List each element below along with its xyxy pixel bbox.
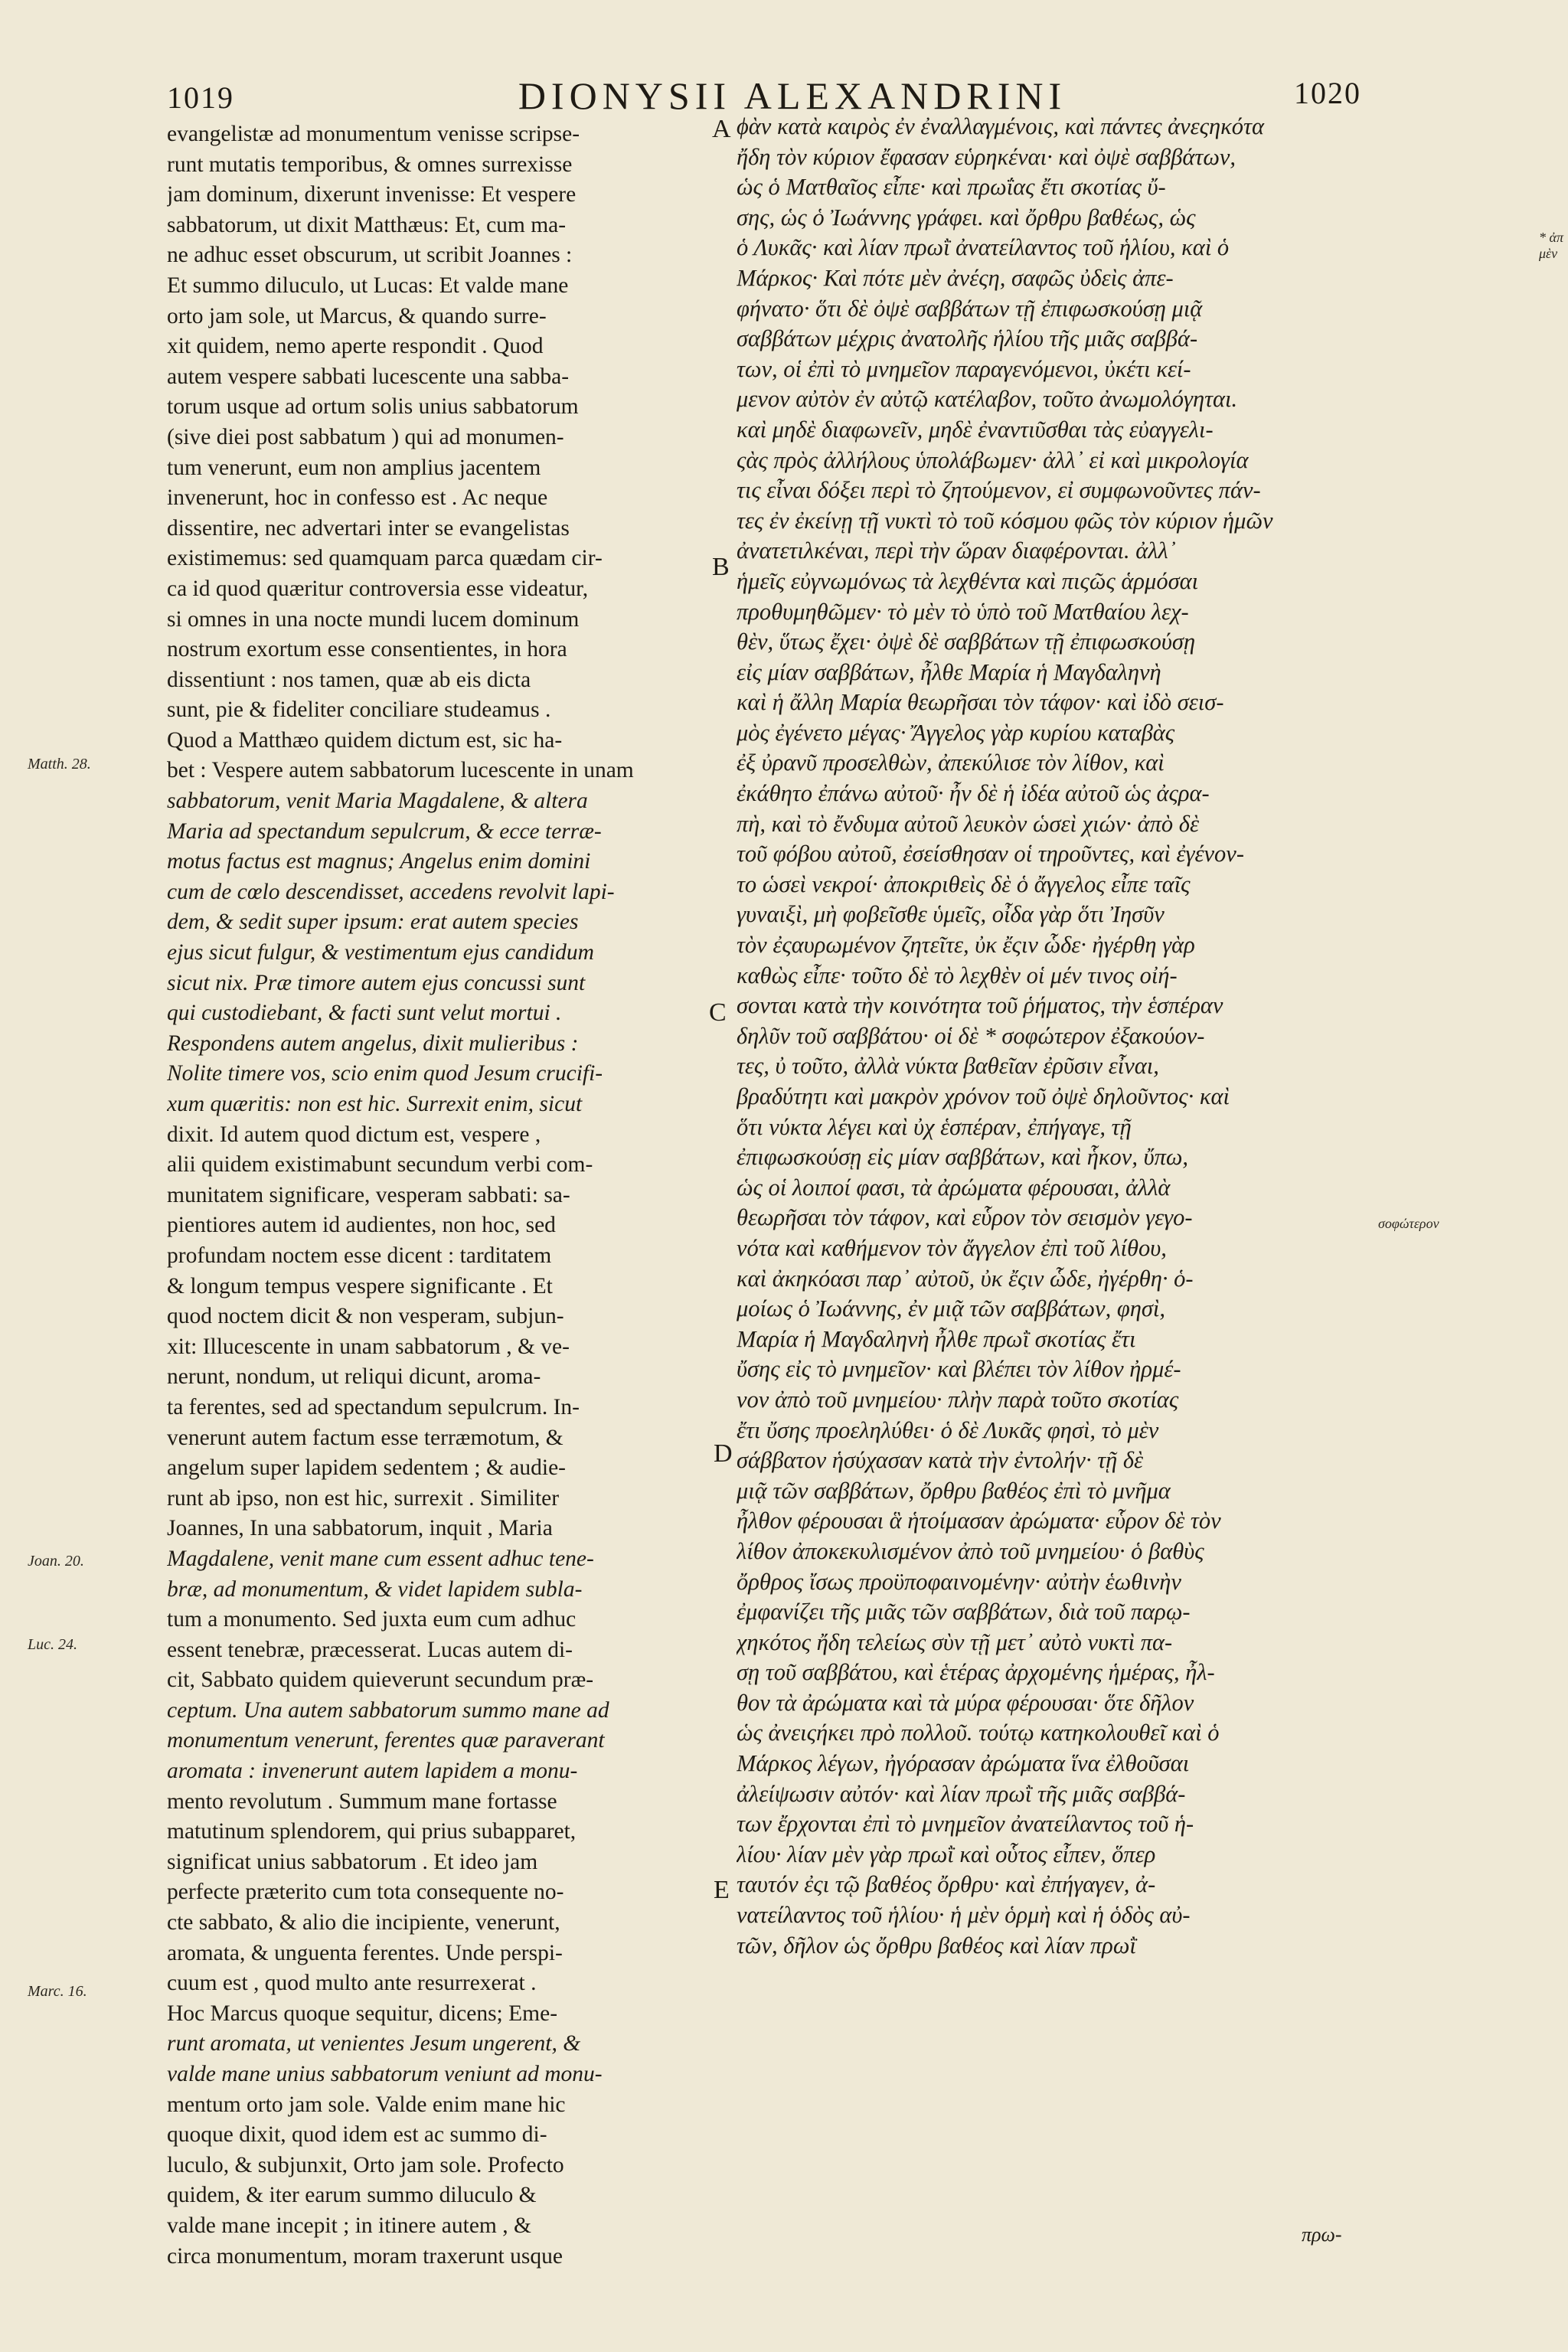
latin-line: xit quidem, nemo aperte respondit . Quod xyxy=(167,334,544,359)
greek-line: τες, ὐ τοῦτο, ἀλλὰ νύκτα βαθεῖαν ἐρῦσιν εἶναι, xyxy=(737,1053,1159,1080)
greek-line: σῃ τοῦ σαββάτου, καὶ ἑτέρας ἀρχομένης ἡμέρας, ἦλ- xyxy=(737,1659,1215,1686)
latin-line: alii quidem existimabunt secundum verbi com- xyxy=(167,1152,593,1178)
latin-line: tum venerunt, eum non amplius jacentem xyxy=(167,455,541,480)
margin-note-sophoteron: σοφώτερον xyxy=(1378,1216,1439,1231)
latin-line: existimemus: sed quamquam parca quædam cir- xyxy=(167,546,603,571)
latin-line: quod noctem dicit & non vesperam, subjun- xyxy=(167,1304,564,1329)
catchword: πρω- xyxy=(1302,2223,1342,2246)
greek-line: ὔσης εἰς τὸ μνημεῖον· καὶ βλέπει τὸν λίθον ἠρμέ- xyxy=(737,1356,1181,1383)
latin-line: Hoc Marcus quoque sequitur, dicens; Eme- xyxy=(167,2001,558,2026)
latin-line: sicut nix. Præ timore autem ejus concussi sunt xyxy=(167,970,586,995)
section-letter-b: B xyxy=(712,553,730,581)
latin-line: dissentire, nec advertari inter se evangelistas xyxy=(167,515,570,541)
latin-line: valde mane unius sabbatorum veniunt ad monu- xyxy=(167,2062,603,2086)
latin-line: autem vespere sabbati lucescente una sabba- xyxy=(167,364,570,389)
greek-line: ὅτι νύκτα λέγει καὶ ὐχ ἑσπέραν, ἐπήγαγε, τῇ xyxy=(737,1113,1132,1140)
latin-line: aromata, & unguenta ferentes. Unde perspi- xyxy=(167,1940,563,1965)
latin-line: aromata : invenerunt autem lapidem a monu- xyxy=(167,1759,578,1784)
greek-line: δηλῦν τοῦ σαββάτου· οἱ δὲ * σοφώτερον ἐξακούον- xyxy=(737,1022,1205,1049)
section-letter-a: A xyxy=(712,115,731,143)
latin-line: cuum est , quod multo ante resurrexerat . xyxy=(167,1971,537,1996)
greek-line: σονται κατὰ τὴν κοινότητα τοῦ ῥήματος, τὴν ἑσπέραν xyxy=(737,992,1223,1019)
greek-line: θον τὰ ἀρώματα καὶ τὰ μύρα φέρουσαι· ὅτε δῆλον xyxy=(737,1689,1194,1716)
greek-line: γυναιξὶ, μὴ φοβεῖσθε ὑμεῖς, οἶδα γὰρ ὅτι Ἰησῦν xyxy=(737,901,1165,928)
greek-line: λίου· λίαν μὲν γὰρ πρωῒ καὶ οὗτος εἶπεν, ὅπερ xyxy=(737,1841,1156,1867)
greek-line: ἀλείψωσιν αὐτόν· καὶ λίαν πρωῒ τῆς μιᾶς σαββά- xyxy=(737,1780,1186,1807)
greek-line: ἦλθον φέρουσαι ἃ ἡτοίμασαν ἀρώματα· εὗρον δὲ τὸν xyxy=(737,1508,1221,1534)
latin-line: ceptum. Una autem sabbatorum summo mane ad xyxy=(167,1697,609,1723)
latin-line: bet : Vespere autem sabbatorum lucescente in unam xyxy=(167,758,634,783)
latin-line: Respondens autem angelus, dixit mulieribus : xyxy=(167,1031,579,1056)
latin-line: quidem, & iter earum summo diluculo & xyxy=(167,2183,537,2208)
greek-line: σαββάτων μέχρις ἀνατολῆς ἡλίου τῆς μιᾶς σαββά- xyxy=(737,325,1198,352)
greek-line: ὄρθρος ἴσως προϋποφαινομένην· αὐτὴν ἑωθινὴν xyxy=(737,1568,1181,1595)
right-page-number: 1020 xyxy=(1294,76,1361,110)
latin-line: monumentum venerunt, ferentes quæ paraverant xyxy=(167,1728,605,1753)
greek-line: νον ἀπὸ τοῦ μνημείου· πλὴν παρὰ τοῦτο σκοτίας xyxy=(737,1386,1179,1413)
greek-line: Μάρκος· Καὶ πότε μὲν ἀνέςη, σαφῶς ὐδεὶς ἀπε- xyxy=(737,264,1174,291)
latin-line: Maria ad spectandum sepulcrum, & ecce terræ- xyxy=(167,818,602,844)
section-letter-e: E xyxy=(714,1876,730,1904)
greek-line: ταυτόν ἐςι τῷ βαθέος ὄρθρυ· καὶ ἐπήγαγεν, ἀ- xyxy=(737,1871,1156,1898)
latin-line: ta ferentes, sed ad spectandum sepulcrum. In- xyxy=(167,1394,580,1419)
left-page-number: 1019 xyxy=(167,80,234,115)
margin-ref-luke: Luc. 24. xyxy=(28,1636,77,1653)
greek-line: τὸν ἐςαυρωμένον ζητεῖτε, ὐκ ἔςιν ὧδε· ἠγέρθη γὰρ xyxy=(737,932,1195,959)
latin-line: runt ab ipso, non est hic, surrexit . Similiter xyxy=(167,1485,560,1511)
greek-column xyxy=(737,112,1364,1961)
latin-line: nostrum exortum esse consentientes, in hora xyxy=(167,637,567,662)
latin-line: venerunt autem factum esse terræmotum, & xyxy=(167,1425,564,1450)
greek-line: ἤδη τὸν κύριον ἔφασαν εὑρηκέναι· καὶ ὀψὲ σαββάτων, xyxy=(737,143,1236,170)
greek-line: χηκότος ἤδη τελείως σὺν τῇ μετ᾽ αὐτὸ νυκτὶ πα- xyxy=(737,1628,1173,1655)
latin-line: dissentiunt : nos tamen, quæ ab eis dicta xyxy=(167,667,531,692)
greek-line: τες ἐν ἐκείνῃ τῇ νυκτὶ τὸ τοῦ κόσμου φῶς τὸν κύριον ἡμῶν xyxy=(737,507,1273,534)
latin-line: dixit. Id autem quod dictum est, vespere , xyxy=(167,1122,541,1147)
latin-line: significat unius sabbatorum . Et ideo jam xyxy=(167,1849,538,1874)
latin-line: nerunt, nondum, ut reliqui dicunt, aroma- xyxy=(167,1364,541,1390)
margin-note-edge: * ἀπ μὲν xyxy=(1539,230,1563,261)
greek-line: μὸς ἐγένετο μέγας· Ἄγγελος γὰρ κυρίου καταβὰς xyxy=(737,719,1175,746)
greek-line: λίθον ἀποκεκυλισμένον ἀπὸ τοῦ μνημείου· ὁ βαθὺς xyxy=(737,1537,1204,1564)
margin-ref-mark: Marc. 16. xyxy=(28,1983,87,2000)
latin-line: mento revolutum . Summum mane fortasse xyxy=(167,1788,557,1814)
greek-line: θὲν, ὕτως ἔχει· ὀψὲ δὲ σαββάτων τῇ ἐπιφωσκούσῃ xyxy=(737,629,1196,655)
latin-line: qui custodiebant, & facti sunt velut mortui . xyxy=(167,1001,562,1026)
greek-line: θεωρῆσαι τὸν τάφον, καὶ εὗρον τὸν σεισμὸν γεγο- xyxy=(737,1204,1193,1231)
latin-line: Magdalene, venit mane cum essent adhuc tene- xyxy=(167,1546,594,1571)
latin-line: ejus sicut fulgur, & vestimentum ejus candidum xyxy=(167,940,594,965)
greek-line: πὴ, καὶ τὸ ἔνδυμα αὐτοῦ λευκὸν ὡσεὶ χιών· ἀπὸ δὲ xyxy=(737,810,1199,837)
greek-line: νατείλαντος τοῦ ἡλίου· ἡ μὲν ὁρμὴ καὶ ἡ ὁδὸς αὐ- xyxy=(737,1902,1191,1929)
greek-line: καὶ ἀκηκόασι παρ᾽ αὐτοῦ, ὐκ ἔςιν ὧδε, ἠγέρθη· ὁ- xyxy=(737,1265,1194,1292)
latin-line: evangelistæ ad monumentum venisse scripse- xyxy=(167,122,580,146)
greek-line: προθυμηθῶμεν· τὸ μὲν τὸ ὑπὸ τοῦ Ματθαίου λεχ- xyxy=(737,598,1189,625)
latin-line: Nolite timere vos, scio enim quod Jesum crucifi- xyxy=(167,1061,603,1086)
greek-line: νότα καὶ καθήμενον τὸν ἄγγελον ἐπὶ τοῦ λίθου, xyxy=(737,1234,1167,1261)
latin-line: invenerunt, hoc in confesso est . Ac neque xyxy=(167,485,548,511)
latin-line: motus factus est magnus; Angelus enim domini xyxy=(167,849,591,874)
latin-line: profundam noctem esse dicent : tarditatem xyxy=(167,1243,552,1268)
greek-line: Μαρία ἡ Μαγδαληνὴ ἦλθε πρωῒ σκοτίας ἔτι xyxy=(737,1325,1136,1352)
latin-line: & longum tempus vespere significante . Et xyxy=(167,1273,553,1298)
latin-line: sabbatorum, venit Maria Magdalene, & altera xyxy=(167,789,588,814)
greek-line: ἐξ ὐρανῦ προσελθὼν, ἀπεκύλισε τὸν λίθον, καὶ xyxy=(737,750,1165,776)
running-title: DIONYSII ALEXANDRINI xyxy=(518,74,1067,117)
greek-line: των, οἱ ἐπὶ τὸ μνημεῖον παραγενόμενοι, ὐκέτι κεί- xyxy=(737,355,1191,382)
latin-line: cte sabbato, & alio die incipiente, venerunt, xyxy=(167,1910,560,1936)
latin-line: tum a monumento. Sed juxta eum cum adhuc xyxy=(167,1607,577,1632)
greek-line: εἰς μίαν σαββάτων, ἦλθε Μαρία ἡ Μαγδαληνὴ xyxy=(737,658,1161,685)
greek-line: μοίως ὁ Ἰωάννης, ἐν μιᾷ τῶν σαββάτων, φησὶ, xyxy=(737,1295,1165,1322)
latin-line: Joannes, In una sabbatorum, inquit , Maria xyxy=(167,1516,553,1541)
greek-line: ϕὰν κατὰ καιρὸς ἐν ἐναλλαγμένοις, καὶ πάντες ἀνεςηκότα xyxy=(737,113,1264,139)
latin-line: si omnes in una nocte mundi lucem dominum xyxy=(167,606,580,632)
greek-line: φήνατο· ὅτι δὲ ὀψὲ σαββάτων τῇ ἐπιφωσκούσῃ μιᾷ xyxy=(737,295,1203,322)
latin-line: perfecte præterito cum tota consequente no- xyxy=(167,1880,564,1905)
latin-line: orto jam sole, ut Marcus, & quando surre- xyxy=(167,303,547,328)
latin-line: Et summo diluculo, ut Lucas: Et valde mane xyxy=(167,273,569,298)
latin-line: xit: Illucescente in unam sabbatorum , & ve- xyxy=(167,1334,570,1359)
latin-line: sunt, pie & fideliter conciliare studeamus . xyxy=(167,697,551,723)
latin-line: munitatem significare, vesperam sabbati: sa- xyxy=(167,1182,570,1207)
latin-line: quoque dixit, quod idem est ac summo di- xyxy=(167,2122,547,2148)
greek-line: τις εἶναι δόξει περὶ τὸ ζητούμενον, εἰ συμφωνοῦντες πάν- xyxy=(737,477,1261,504)
greek-line: τοῦ φόβου αὐτοῦ, ἐσείσθησαν οἱ τηροῦντες, καὶ ἐγένον- xyxy=(737,841,1244,867)
greek-line: ἐπιφωσκούσῃ εἰς μίαν σαββάτων, καὶ ἧκον, ὔπω, xyxy=(737,1144,1189,1171)
greek-line: Μάρκος λέγων, ἠγόρασαν ἀρώματα ἵνα ἐλθοῦσαι xyxy=(737,1750,1190,1777)
greek-line: το ὡσεὶ νεκροί· ἀποκριθεὶς δὲ ὁ ἄγγελος εἶπε ταῖς xyxy=(737,871,1191,897)
latin-line: essent tenebræ, præcesserat. Lucas autem di- xyxy=(167,1637,573,1662)
latin-line: runt aromata, ut venientes Jesum ungerent, & xyxy=(167,2031,581,2056)
latin-column xyxy=(167,119,712,2272)
section-letter-d: D xyxy=(714,1439,733,1468)
greek-line: ἀνατετιλκέναι, περὶ τὴν ὥραν διαφέρονται. ἀλλ᾽ xyxy=(737,537,1176,564)
greek-line: τῶν, δῆλον ὡς ὄρθρυ βαθέος καὶ λίαν πρωῒ xyxy=(737,1932,1136,1958)
margin-ref-john: Joan. 20. xyxy=(28,1553,84,1570)
latin-line: ne adhuc esset obscurum, ut scribit Joannes : xyxy=(167,243,573,268)
greek-line: σάββατον ἡσύχασαν κατὰ τὴν ἐντολήν· τῇ δὲ xyxy=(737,1447,1144,1474)
latin-line: matutinum splendorem, qui prius subapparet, xyxy=(167,1819,577,1844)
greek-line: μενον αὐτὸν ἐν αὐτῷ κατέλαβον, τοῦτο ἀνωμολόγηται. xyxy=(737,386,1238,413)
latin-line: Quod a Matthæo quidem dictum est, sic ha- xyxy=(167,727,563,753)
greek-line: ἔτι ὔσης προεληλύθει· ὁ δὲ Λυκᾶς φησὶ, τὸ μὲν xyxy=(737,1416,1159,1443)
latin-line: cum de cœlo descendisset, accedens revolvit lapi- xyxy=(167,879,615,904)
latin-line: torum usque ad ortum solis unius sabbatorum xyxy=(167,394,579,420)
section-letter-c: C xyxy=(709,998,727,1027)
latin-line: jam dominum, dixerunt invenisse: Et vespere xyxy=(167,182,577,207)
greek-line: βραδύτητι καὶ μακρὸν χρόνον τοῦ ὀψὲ δηλοῦντος· καὶ xyxy=(737,1083,1230,1109)
greek-line: ὡς ὁ Ματθαῖος εἶπε· καὶ πρωΐας ἔτι σκοτίας ὔ- xyxy=(737,174,1166,201)
latin-line: mentum orto jam sole. Valde enim mane hic xyxy=(167,2092,566,2117)
latin-line: valde mane incepit ; in itinere autem , & xyxy=(167,2213,531,2238)
latin-line: ca id quod quæritur controversia esse videatur, xyxy=(167,576,589,601)
latin-line: (sive diei post sabbatum ) qui ad monumen- xyxy=(167,424,564,449)
latin-line: dem, & sedit super ipsum: erat autem species xyxy=(167,910,579,935)
latin-line: luculo, & subjunxit, Orto jam sole. Profecto xyxy=(167,2152,564,2177)
latin-line: circa monumentum, moram traxerunt usque xyxy=(167,2243,563,2269)
greek-line: καὶ ἡ ἄλλη Μαρία θεωρῆσαι τὸν τάφον· καὶ ἰδὸ σεισ- xyxy=(737,689,1224,716)
greek-line: ἐμφανίζει τῆς μιᾶς τῶν σαββάτων, διὰ τοῦ παρῳ- xyxy=(737,1599,1191,1625)
latin-line: sabbatorum, ut dixit Matthæus: Et, cum ma- xyxy=(167,212,567,237)
greek-line: ὁ Λυκᾶς· καὶ λίαν πρωῒ ἀνατείλαντος τοῦ ἡλίου, καὶ ὁ xyxy=(737,234,1230,261)
greek-line: καθὼς εἶπε· τοῦτο δὲ τὸ λεχθὲν οἱ μέν τινος οἰή- xyxy=(737,962,1178,988)
latin-line: bræ, ad monumentum, & videt lapidem sublа- xyxy=(167,1576,583,1602)
latin-line: xum quæritis: non est hic. Surrexit enim, sicut xyxy=(167,1092,583,1116)
greek-line: καὶ μηδὲ διαφωνεῖν, μηδὲ ἐναντιῦσθαι τὰς εὐαγγελι- xyxy=(737,416,1214,443)
greek-line: ὡς ἀνειςήκει πρὸ πολλοῦ. τούτῳ κατηκολουθεῖ καὶ ὁ xyxy=(737,1720,1220,1746)
greek-line: ἡμεῖς εὐγνωμόνως τὰ λεχθέντα καὶ πιςῶς ἁρμόσαι xyxy=(737,567,1199,594)
latin-line: runt mutatis temporibus, & omnes surrexisse xyxy=(167,152,573,177)
greek-line: ὡς οἱ λοιποί φασι, τὰ ἀρώματα φέρουσαι, ἀλλὰ xyxy=(737,1174,1171,1200)
latin-line: cit, Sabbato quidem quieverunt secundum præ- xyxy=(167,1668,594,1693)
greek-line: ςὰς πρὸς ἀλλήλους ὑπολάβωμεν· ἀλλ᾽ εἰ καὶ μικρολογία xyxy=(737,446,1249,473)
latin-line: angelum super lapidem sedentem ; & audie- xyxy=(167,1455,567,1481)
greek-line: σης, ὡς ὁ Ἰωάννης γράφει. καὶ ὄρθρυ βαθέως, ὡς xyxy=(737,204,1196,230)
greek-line: μιᾷ τῶν σαββάτων, ὄρθρυ βαθέος ἐπὶ τὸ μνῆμα xyxy=(737,1477,1171,1504)
latin-line: pientiores autem id audientes, non hoc, sed xyxy=(167,1213,556,1238)
greek-line: των ἔρχονται ἐπὶ τὸ μνημεῖον ἀνατείλαντος τοῦ ἡ- xyxy=(737,1811,1194,1838)
margin-ref-matthew: Matth. 28. xyxy=(28,756,91,773)
greek-line: ἐκάθητο ἐπάνω αὐτοῦ· ἦν δὲ ἡ ἰδέα αὐτοῦ ὡς ἀςρα- xyxy=(737,780,1210,807)
